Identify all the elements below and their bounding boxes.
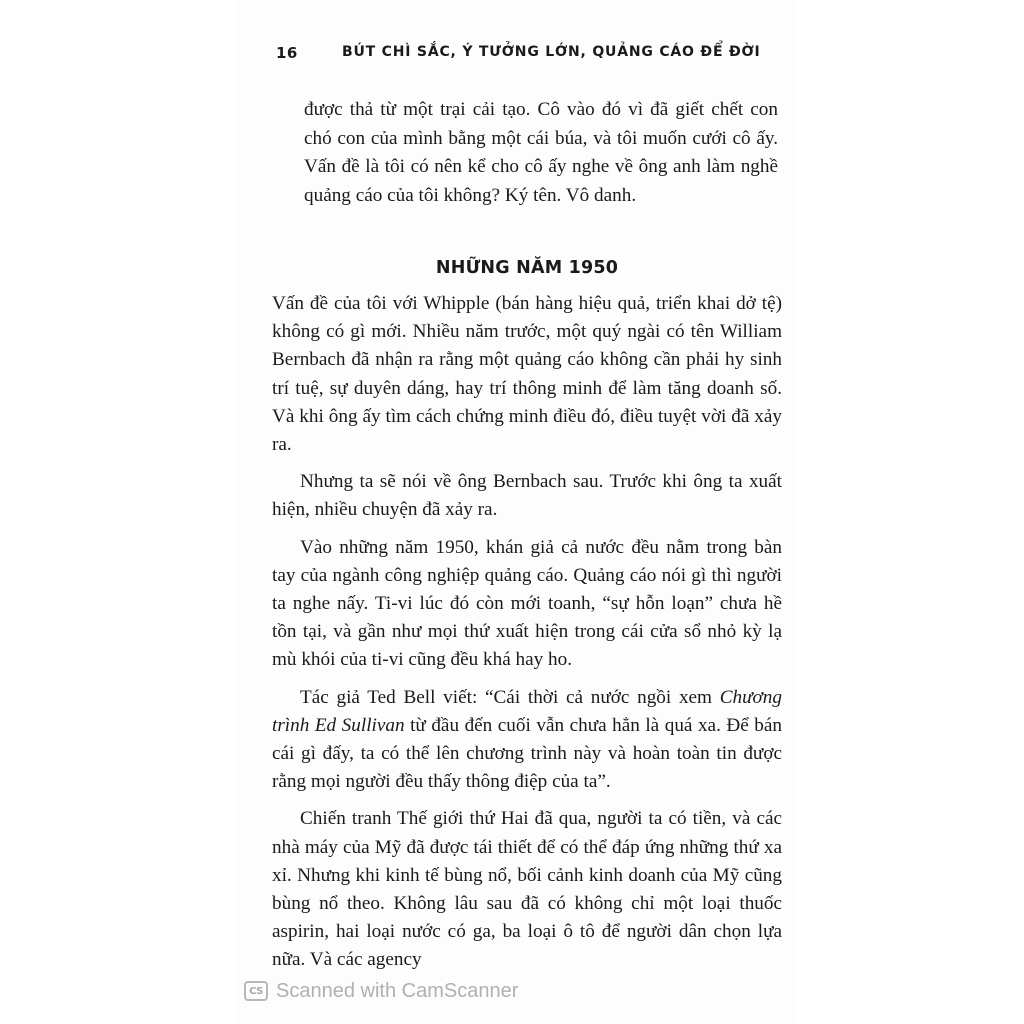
camscanner-watermark: [244, 978, 518, 1004]
running-head: BÚT CHÌ SẮC, Ý TƯỞNG LỚN, QUẢNG CÁO ĐỂ ĐỜI: [342, 44, 761, 60]
watermark-text: Scanned with CamScanner: [276, 979, 519, 1002]
page-header: [276, 44, 796, 70]
page-number: 16: [276, 44, 298, 62]
section-title: NHỮNG NĂM 1950: [435, 258, 619, 278]
page-body: [272, 96, 782, 975]
ted-bell-text-end: từ đầu đến cuối vẫn chưa hẳn là quá xa. Để bán cái gì đấy, ta có thể lên chương trình này và hoàn toàn tin được rằng mọi người đều thấy thông điệp của ta”.: [272, 714, 782, 793]
show-title-italic: Chương trình Ed Sullivan: [272, 686, 782, 736]
paragraph-world-war: Chiến tranh Thế giới thứ Hai đã qua, người ta có tiền, và các nhà máy của Mỹ đã được tái thiết để có thể đáp ứng những thứ xa xỉ. Nhưng khi kinh tế bùng nổ, bối cảnh kinh doanh của Mỹ cũng bùng nổ theo. Không lâu sau đã có không chỉ một loại thuốc aspirin, hai loại nước có ga, ba loại ô tô để người dân chọn lựa nữa. Và các agency: [272, 808, 782, 971]
paragraph-1950s: Vào những năm 1950, khán giả cả nước đều nằm trong bàn tay của ngành công nghiệp quảng cáo. Quảng cáo nói gì thì người ta nghe nấy. Ti-vi lúc đó còn mới toanh, “sự hỗn loạn” chưa hề tồn tại, và gần như mọi thứ xuất hiện trong cái cửa sổ nhỏ kỳ lạ mù khói của ti-vi cũng đều khá hay ho.: [272, 536, 782, 671]
paragraph-ted-bell: [272, 684, 782, 797]
ted-bell-text-start: Tác giả Ted Bell viết: “Cái thời cả nước ngồi xem: [300, 686, 720, 708]
camscanner-logo-icon: CS: [244, 981, 268, 1001]
paragraph-bernbach: Nhưng ta sẽ nói về ông Bernbach sau. Trước khi ông ta xuất hiện, nhiều chuyện đã xảy ra.: [272, 471, 782, 521]
quote-block: được thả từ một trại cải tạo. Cô vào đó vì đã giết chết con chó con của mình bằng một cái búa, và tôi muốn cưới cô ấy. Vấn đề là tôi có nên kể cho cô ấy nghe về ông anh làm nghề quảng cáo của tôi không? Ký tên. Vô danh.: [304, 99, 778, 206]
paragraph-whipple: Vấn đề của tôi với Whipple (bán hàng hiệu quả, triển khai dở tệ) không có gì mới. Nhiều năm trước, một quý ngài có tên William Bernbach đã nhận ra rằng một quảng cáo không cần phải hy sinh trí tuệ, sự duyên dáng, hay trí thông minh để làm tăng doanh số. Và khi ông ấy tìm cách chứng minh điều đó, điều tuyệt vời đã xảy ra.: [272, 293, 782, 456]
